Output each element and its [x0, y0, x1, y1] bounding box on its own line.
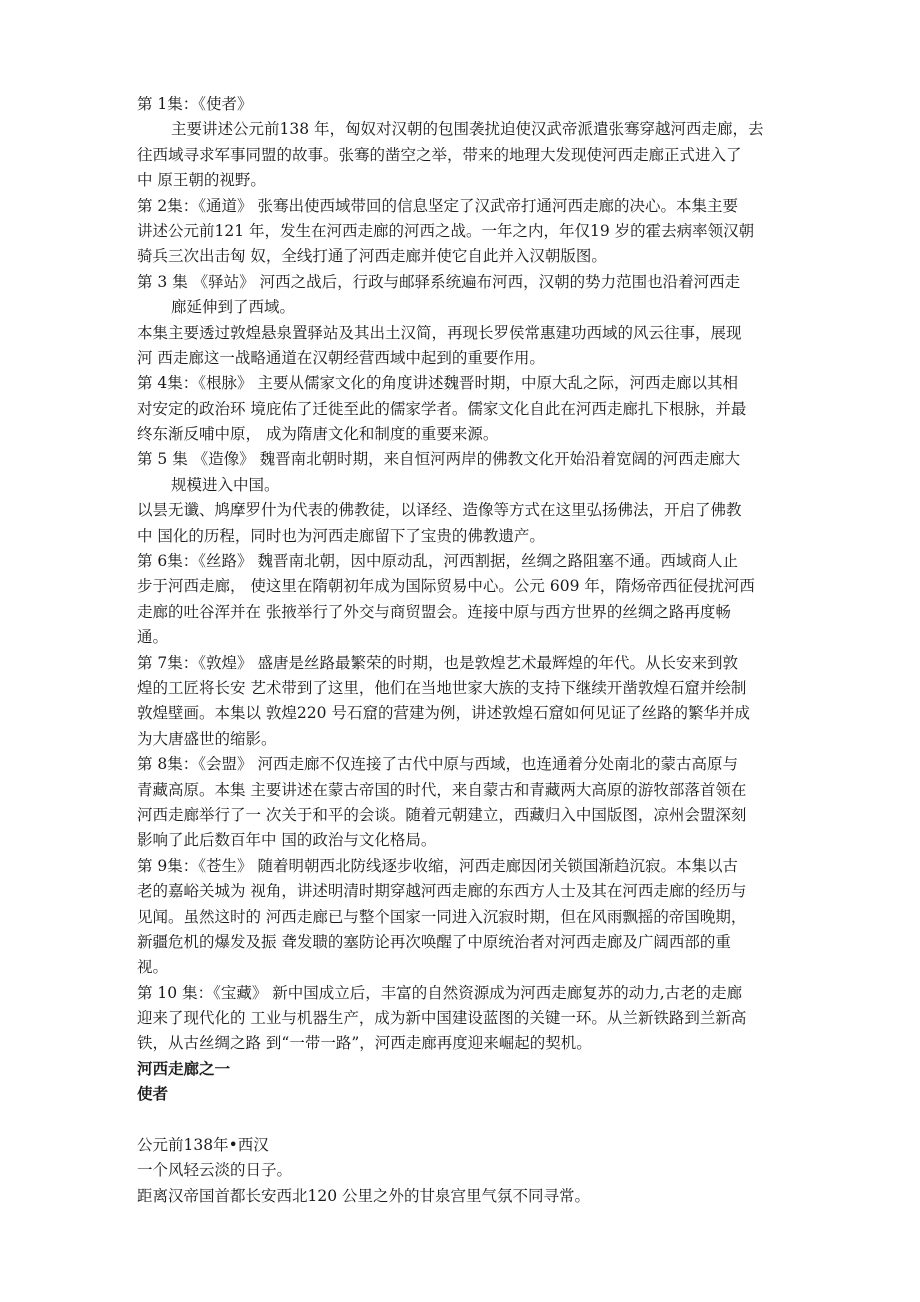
episode-10 [137, 981, 797, 1057]
text-line: 新疆危机的爆发及振 聋发聩的塞防论再次唤醒了中原统治者对河西走廊及广阔西部的重 [137, 932, 731, 951]
text-line: 第 10 集：《宝藏》 新中国成立后，丰富的自然资源成为河西走廊复苏的动力,古老的走廊 [137, 983, 743, 1002]
episode-7 [137, 651, 797, 753]
text-line: 第 3 集 《驿站》 河西之战后，行政与邮驿系统遍布河西，汉朝的势力范围也沿着河西走 [137, 272, 741, 291]
text-line: 为大唐盛世的缩影。 [137, 729, 277, 748]
text-line: 第 4集：《根脉》 主要从儒家文化的角度讲述魏晋时期，中原大乱之际，河西走廊以其相 [137, 374, 738, 393]
text-line: 第 1集：《使者》 [137, 95, 253, 113]
text-line: 第 2集：《通道》 张骞出使西域带回的信息坚定了汉武帝打通河西走廊的决心。本集主要 [137, 196, 738, 215]
text-line: 廊延伸到了西域。 [171, 298, 296, 317]
text-line: 煌的工匠将长安 艺术带到了这里，他们在当地世家大族的支持下继续开凿敦煌石窟并绘制 [137, 678, 747, 697]
episode-3 [137, 270, 797, 321]
section-subheading: 使者 [137, 1085, 169, 1104]
episode-6 [137, 549, 797, 651]
body-line: 公元前138年•西汉 [137, 1136, 269, 1155]
episode-1-description [137, 117, 797, 193]
text-line: 主要讲述公元前138 年，匈奴对汉朝的包围袭扰迫使汉武帝派遣张骞穿越河西走廊，去 [171, 120, 764, 139]
text-line: 视。 [137, 958, 169, 977]
text-line: 对安定的政治环 境庇佑了迁徙至此的儒家学者。儒家文化自此在河西走廊扎下根脉，并最 [137, 399, 747, 418]
text-line: 河 西走廊这一战略通道在汉朝经营西域中起到的重要作用。 [137, 348, 545, 367]
text-line: 规模进入中国。 [171, 475, 280, 494]
episode-2 [137, 194, 797, 270]
text-line: 第 6集：《丝路》 魏晋南北朝，因中原动乱，河西割据，丝绸之路阻塞不通。西域商人止 [137, 552, 738, 571]
body-line: 一个风轻云淡的日子。 [137, 1161, 293, 1180]
text-line: 中 国化的历程，同时也为河西走廊留下了宝贵的佛教遗产。 [137, 526, 545, 545]
text-line: 中 原王朝的视野。 [137, 171, 266, 190]
section-heading: 河西走廊之一 [137, 1059, 231, 1078]
episode-1-title [137, 92, 797, 117]
episode-8 [137, 752, 797, 854]
text-line: 迎来了现代化的 工业与机器生产，成为新中国建设蓝图的关键一环。从兰新铁路到兰新高 [137, 1009, 747, 1028]
text-line: 骑兵三次出击匈 奴，全线打通了河西走廊并使它自此并入汉朝版图。 [137, 247, 607, 266]
document-page [137, 92, 797, 1209]
text-line: 通。 [137, 628, 169, 647]
episode-3-description [137, 321, 797, 372]
text-line: 敦煌壁画。本集以 敦煌220 号石窟的营建为例，讲述敦煌石窟如何见证了丝路的繁华并成 [137, 704, 750, 723]
text-line: 走廊的吐谷浑并在 张掖举行了外交与商贸盟会。连接中原与西方世界的丝绸之路再度畅 [137, 602, 731, 621]
blank-line [137, 1108, 797, 1133]
body-line: 距离汉帝国首都长安西北120 公里之外的甘泉宫里气氛不同寻常。 [137, 1186, 591, 1205]
text-line: 往西域寻求军事同盟的故事。张骞的凿空之举，带来的地理大发现使河西走廊正式进入了 [137, 145, 742, 164]
text-line: 本集主要透过敦煌悬泉置驿站及其出土汉简，再现长罗侯常惠建功西域的风云往事，展现 [137, 323, 742, 342]
text-line: 铁，从古丝绸之路 到“一带一路”，河西走廊再度迎来崛起的契机。 [137, 1034, 592, 1053]
text-line: 以昙无谶、鸠摩罗什为代表的佛教徒，以译经、造像等方式在这里弘扬佛法，开启了佛教 [137, 501, 742, 520]
text-line: 第 5 集 《造像》 魏晋南北朝时期，来自恒河两岸的佛教文化开始沿着宽阔的河西走廊大 [137, 450, 741, 469]
text-line: 河西走廊举行了一 次关于和平的会谈。随着元朝建立，西藏归入中国版图，凉州会盟深刻 [137, 805, 747, 824]
text-line: 老的嘉峪关城为 视角，讲述明清时期穿越河西走廊的东西方人士及其在河西走廊的经历与 [137, 882, 747, 901]
text-line: 见闻。虽然这时的 河西走廊已与整个国家一同进入沉寂时期，但在风雨飘摇的帝国晚期， [137, 907, 747, 926]
episode-5-description [137, 498, 797, 549]
text-line: 青藏高原。本集 主要讲述在蒙古帝国的时代，来自蒙古和青藏两大高原的游牧部落首领在 [137, 780, 747, 799]
text-line: 步于河西走廊， 使这里在隋朝初年成为国际贸易中心。公元 609 年，隋炀帝西征侵扰河西 [137, 577, 755, 596]
text-line: 第 7集：《敦煌》 盛唐是丝路最繁荣的时期，也是敦煌艺术最辉煌的年代。从长安来到敦 [137, 653, 738, 672]
episode-4 [137, 371, 797, 447]
text-line: 讲述公元前121 年，发生在河西走廊的河西之战。一年之内，年仅19 岁的霍去病率领汉朝 [137, 221, 755, 240]
text-line: 影响了此后数百年中 国的政治与文化格局。 [137, 831, 437, 850]
text-line: 第 9集：《苍生》 随着明朝西北防线逐步收缩，河西走廊因闭关锁国渐趋沉寂。本集以古 [137, 856, 738, 875]
text-line: 终东渐反哺中原， 成为隋唐文化和制度的重要来源。 [137, 425, 499, 444]
episode-9 [137, 854, 797, 981]
episode-5 [137, 447, 797, 498]
text-line: 第 8集：《会盟》 河西走廊不仅连接了古代中原与西域，也连通着分处南北的蒙古高原与 [137, 755, 738, 774]
